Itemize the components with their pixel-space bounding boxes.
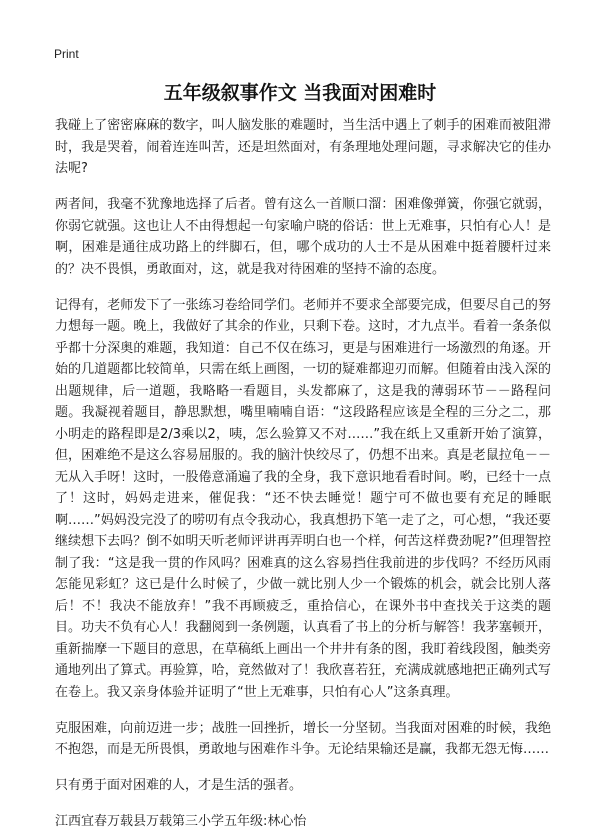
article-paragraph-2: 两者间，我毫不犹豫地选择了后者。曾有这么一首顺口溜：困难像弹簧，你强它就弱，你弱它就强。这也让人不由得想起一句家喻户晓的俗话：世上无难事，只怕有心人！是啊，困难是通往成功路上的绊脚石，但，哪个成功的人士不是从困难中挺着腰杆过来的？决不畏惧，勇敢面对，这，就是我对待困难的坚持不渝的态度。 [55,197,551,277]
author-signature: 江西宜春万载县万载第三小学五年级:林心怡 [55,814,307,829]
article-paragraph-3: 记得有，老师发下了一张练习卷给同学们。老师并不要求全部要完成，但要尽自己的努力想每一题。晚上，我做好了其余的作业，只剩下卷。这时，才九点半。看着一条条似乎都十分深奥的难题，我知道：自己不仅在练习，更是与困难进行一场激烈的角逐。开始的几道题都比较简单，只需在纸上画图，一切的疑难都迎刃而解。但随着由浅入深的出题规律，后一道题，我略略一看题目，头发都麻了，这是我的薄弱环节－－路程问题。我凝视着题目，静思默想，嘴里喃喃自语：“这段路程应该是全程的三分之二，那小明走的路程即是2/3乘以2，咦，怎么验算又不对……”我在纸上又重新开始了演算，但，困难绝不是这么容易屈服的。我的脑汁快绞尽了，仍想不出来。真是老鼠拉龟－－无从入手呀！这时，一股倦意涌遍了我的全身，我下意识地看看时间。哟，已经十一点了！这时，妈妈走进来，催促我：“还不快去睡觉！题宁可不做也要有充足的睡眠啊……”妈妈没完没了的唠叨有点令我动心，我真想扔下笔一走了之，可心想，“我还要继续想下去吗？倒不如明天听老师评讲再弄明白也一个样，何苦这样费劲呢?”但理智控制了我：“这是我一贯的作风吗？困难真的这么容易挡住我前进的步伐吗？不经历风雨怎能见彩虹？这已是什么时候了，少做一就比别人少一个锻炼的机会，就会比别人落后！不！我决不能放弃！”我不再顾疲乏，重拾信心，在课外书中查找关于这类的题目。功夫不负有心人！我翻阅到一条例题，认真看了书上的分析与解答！我茅塞顿开，重新揣摩一下题目的意思，在草稿纸上画出一个井井有条的图，我盯着线段图，触类旁通地列出了算式。再验算，哈，竟然做对了！我欣喜若狂，充满成就感地把正确列式写在卷上。我又亲身体验并证明了“世上无难事，只怕有心人”这条真理。 [55,297,551,700]
article-paragraph-4: 克服困难，向前迈进一步；战胜一回挫折，增长一分坚韧。当我面对困难的时候，我绝不抱怨，而是无所畏惧，勇敢地与困难作斗争。无论结果输还是赢，我都无怨无悔…… [55,720,551,757]
article-paragraph-5: 只有勇于面对困难的人，才是生活的强者。 [55,778,303,793]
print-link[interactable]: Print [54,47,79,61]
article-body [55,115,551,833]
article-paragraph-1: 我碰上了密密麻麻的数字，叫人脑发胀的难题时，当生活中遇上了刺手的困难而被阻滞时，我是哭着，闹着连连叫苦，还是坦然面对，有条理地处理问题，寻求解决它的佳办法呢? [55,118,551,176]
article-title: 五年级叙事作文 当我面对困难时 [163,82,437,104]
